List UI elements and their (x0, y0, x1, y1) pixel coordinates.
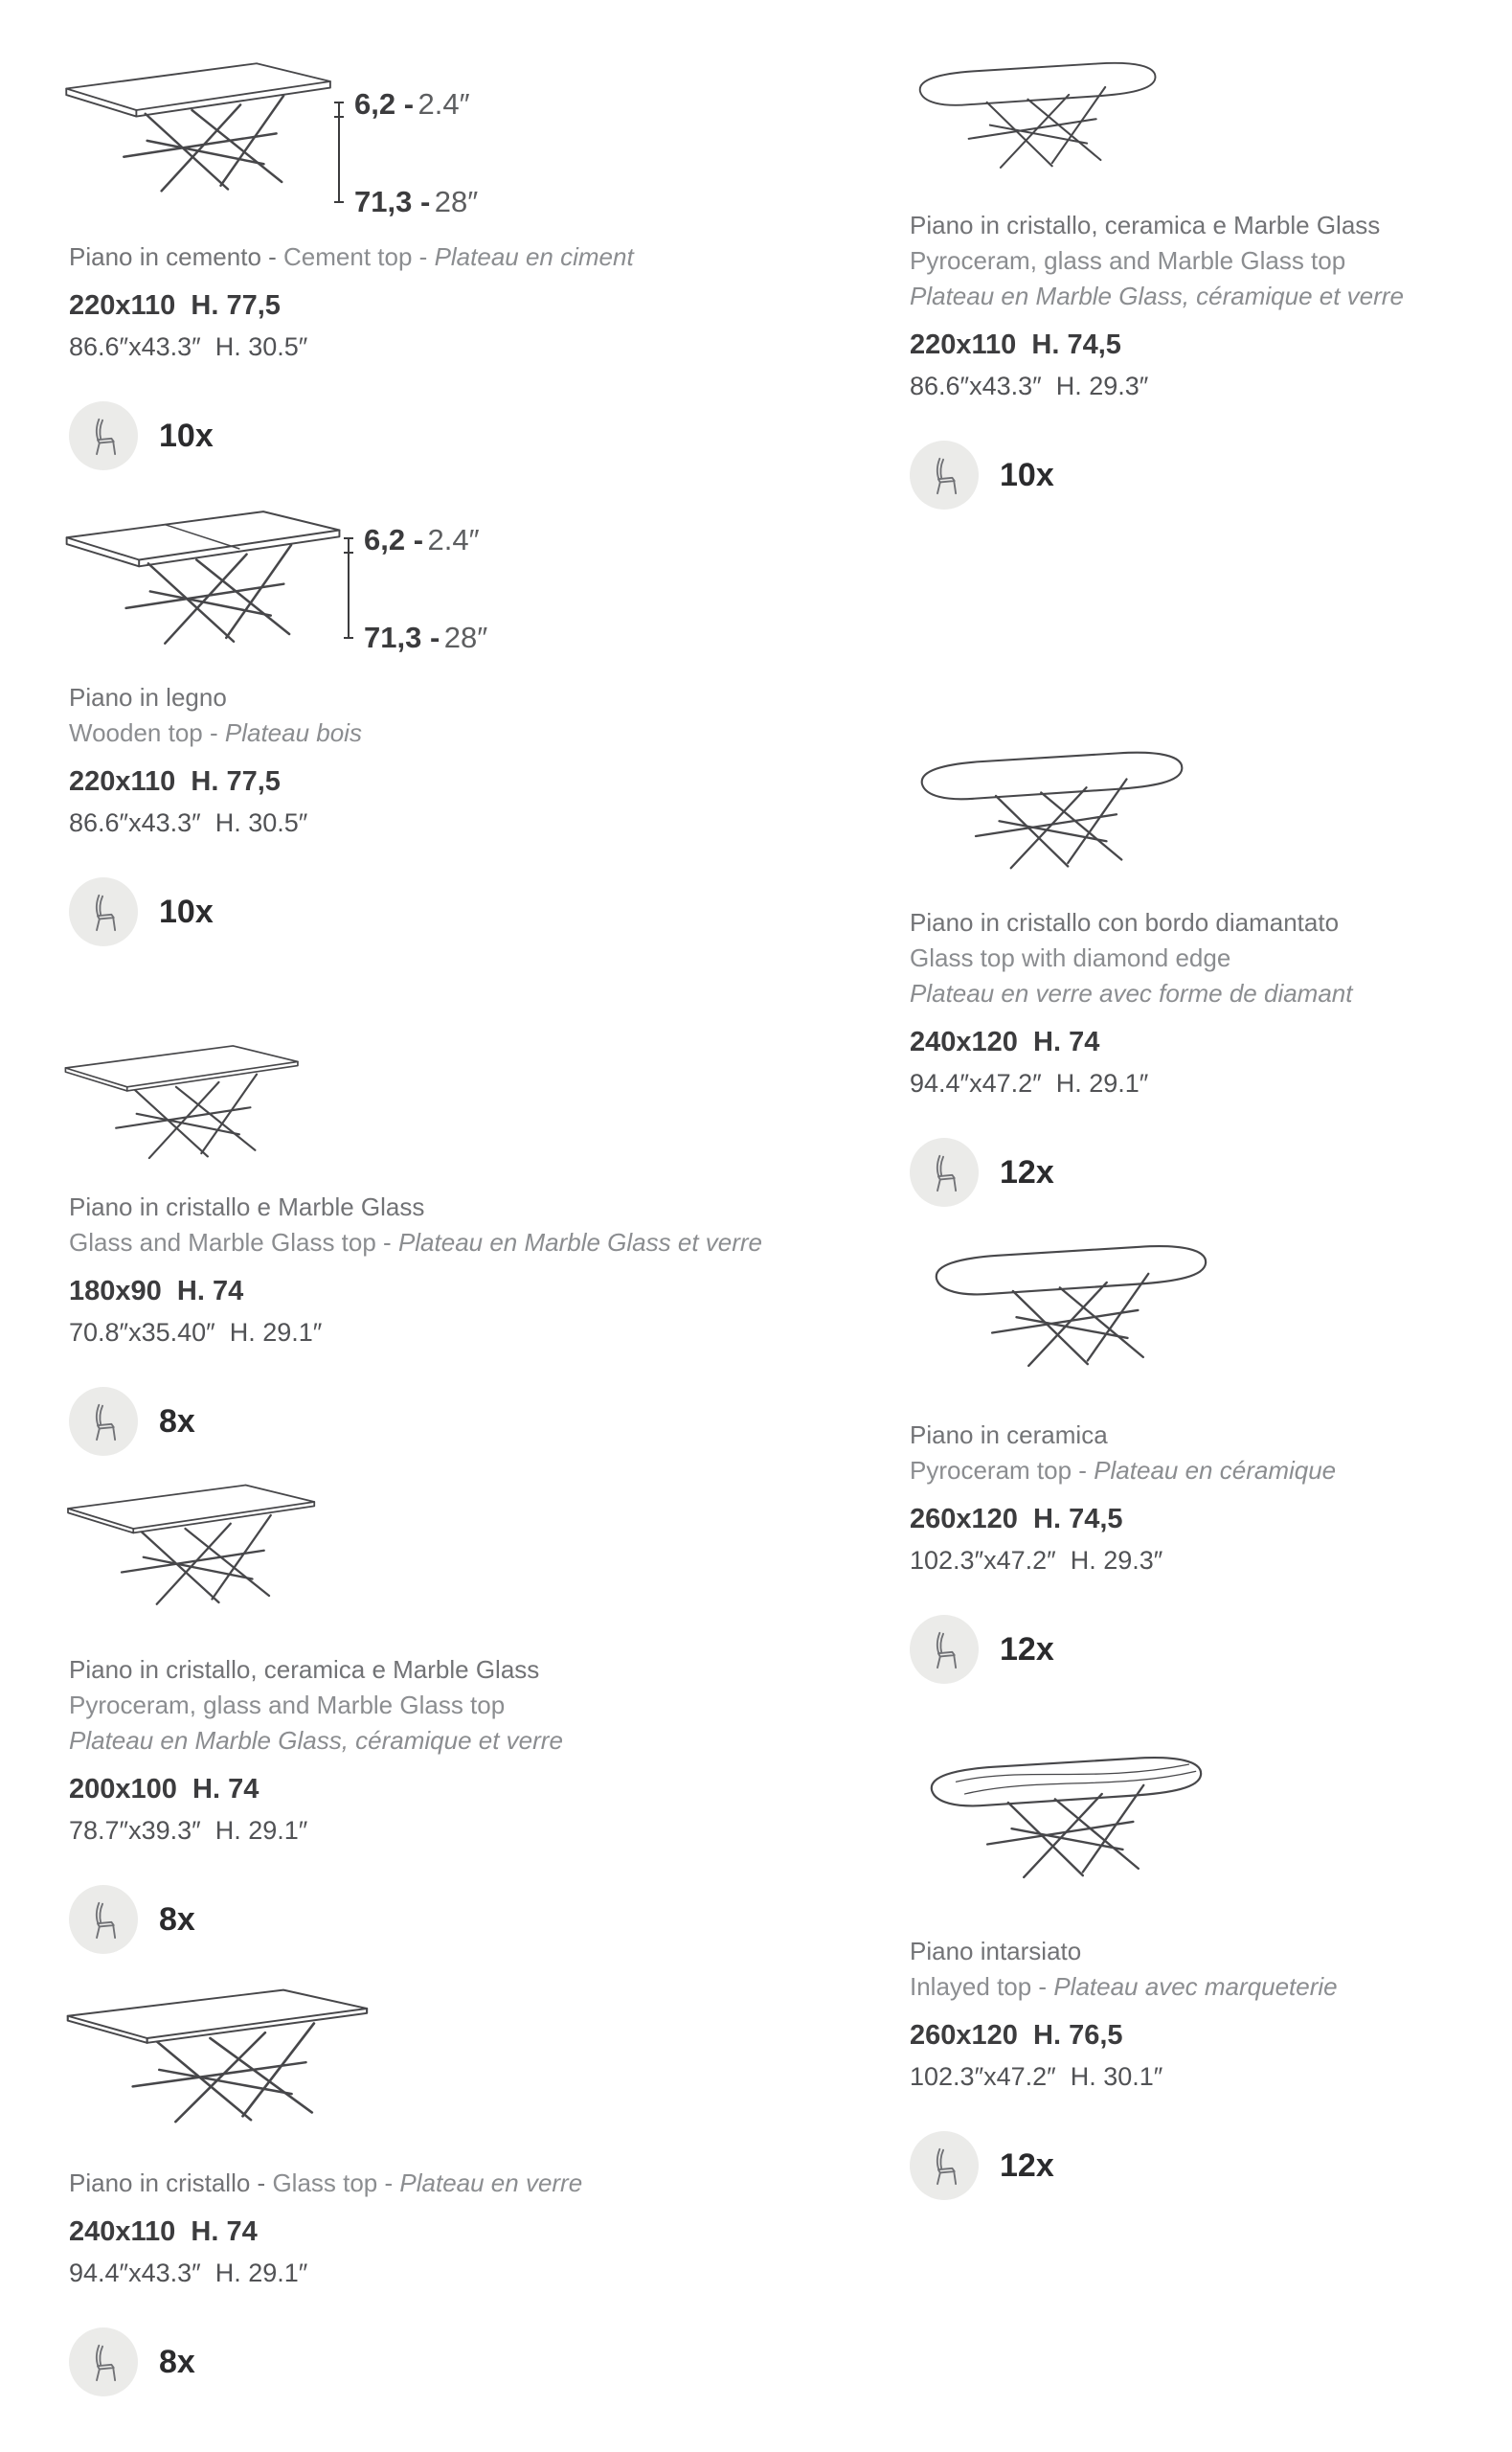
height-label (354, 185, 478, 219)
top-thickness-label (354, 87, 470, 122)
title-italian: Piano in cristallo, ceramica e Marble Glass (910, 211, 1381, 239)
title-italian: Piano in cristallo - (69, 2168, 266, 2197)
title-french: Plateau en verre (399, 2168, 583, 2197)
seating-capacity (910, 1615, 1494, 1684)
table-drawing-area (910, 50, 1494, 179)
chair-icon (910, 2131, 979, 2200)
size-metric: 260x120 H. 74,5 (910, 1504, 1123, 1534)
thickness-imperial: 2.4″ (417, 87, 470, 121)
chair-count: 8x (159, 1900, 195, 1938)
height-imperial: 28″ (434, 185, 479, 218)
title-english: Glass top - (272, 2168, 394, 2197)
chair-count: 8x (159, 2343, 195, 2380)
seating-capacity (69, 1885, 864, 1954)
height-dimension-annotation (343, 525, 630, 664)
title-italian: Piano in cemento - (69, 242, 277, 271)
title-italian: Piano in legno (69, 683, 227, 712)
inlaid-table-drawing (902, 1747, 1232, 1886)
title-french: Plateau avec marqueterie (1053, 1972, 1338, 2001)
thickness-imperial: 2.4″ (427, 523, 480, 556)
size-metric: 240x110 H. 74 (69, 2216, 258, 2247)
rectangular-table-drawing (56, 1475, 328, 1609)
chair-icon (69, 1387, 138, 1456)
seating-capacity (69, 1387, 864, 1456)
size-metric: 240x120 H. 74 (910, 1027, 1100, 1057)
size-imperial: 86.6″x43.3″ H. 29.3″ (910, 372, 1149, 400)
chair-icon (69, 1885, 138, 1954)
variant-title (910, 1418, 1494, 1488)
top-thickness-label (364, 523, 480, 557)
height-label (364, 621, 487, 655)
chair-count: 10x (159, 893, 214, 930)
title-italian: Piano in cristallo con bordo diamantato (910, 908, 1340, 937)
entry-piano-in-cemento (69, 53, 864, 470)
variant-title (910, 208, 1494, 314)
title-english: Pyroceram, glass and Marble Glass top (69, 1691, 506, 1719)
entry-piano-in-ceramica (910, 1236, 1494, 1684)
table-drawing-area (69, 1475, 864, 1609)
entry-piano-in-cristallo (69, 1979, 864, 2396)
height-imperial: 28″ (443, 621, 488, 654)
variant-title (69, 1652, 864, 1759)
chair-count: 8x (159, 1402, 195, 1440)
title-italian: Piano intarsiato (910, 1937, 1082, 1965)
title-french: Plateau en verre avec forme de diamant (910, 979, 1353, 1008)
title-english: Inlayed top - (910, 1972, 1048, 2001)
table-drawing-area (69, 1979, 864, 2127)
split-table-drawing (56, 498, 352, 651)
title-english: Glass top with diamond edge (910, 943, 1231, 972)
title-french: Plateau en Marble Glass, céramique et verre (910, 282, 1404, 310)
size-metric: 180x90 H. 74 (69, 1276, 244, 1306)
table-drawing-area (910, 1747, 1494, 1886)
entry-piano-in-cristallo-con-bordo-diamantato (910, 742, 1494, 1207)
entry-piano-intarsiato (910, 1747, 1494, 2200)
seating-capacity (910, 2131, 1494, 2200)
size-imperial: 102.3″x47.2″ H. 29.3″ (910, 1546, 1163, 1575)
title-french: Plateau en Marble Glass et verre (397, 1228, 763, 1257)
dimension-line-icon (333, 101, 345, 204)
variant-title (69, 239, 864, 275)
height-dimension-annotation (333, 89, 621, 228)
size-imperial: 86.6″x43.3″ H. 30.5″ (69, 332, 308, 361)
height-metric: 71,3 - (354, 185, 431, 218)
title-italian: Piano in cristallo e Marble Glass (69, 1192, 425, 1221)
seating-capacity (69, 2327, 864, 2396)
chair-icon (910, 1138, 979, 1207)
entry-piano-in-cristallo-ceramica-e-marble-glass (69, 1475, 864, 1954)
variant-title (69, 1190, 864, 1260)
variant-title (910, 905, 1494, 1011)
title-english: Glass and Marble Glass top - (69, 1228, 392, 1257)
oval-table-drawing (902, 1236, 1242, 1374)
size-metric: 220x110 H. 77,5 (69, 290, 281, 321)
chair-icon (69, 877, 138, 946)
title-english: Cement top - (283, 242, 428, 271)
variant-title (69, 680, 864, 751)
title-french: Plateau en ciment (434, 242, 634, 271)
table-drawing-area (910, 742, 1494, 876)
title-italian: Piano in cristallo, ceramica e Marble Glass (69, 1655, 540, 1684)
entry-piano-in-cristallo-e-marble-glass (69, 1036, 864, 1456)
variant-title (910, 1934, 1494, 2005)
table-drawing-area (69, 53, 864, 218)
seating-capacity (910, 441, 1494, 510)
size-imperial: 102.3″x47.2″ H. 30.1″ (910, 2062, 1163, 2091)
size-metric: 260x120 H. 76,5 (910, 2020, 1123, 2051)
entry-piano-cristallo-ceramica-marble-glass-ovale (910, 50, 1494, 510)
title-french: Plateau en céramique (1094, 1456, 1337, 1485)
table-drawing-area (910, 1236, 1494, 1374)
title-italian: Piano in ceramica (910, 1420, 1108, 1449)
seating-capacity (69, 877, 864, 946)
title-french: Plateau en Marble Glass, céramique et verre (69, 1726, 563, 1755)
chair-count: 10x (1000, 456, 1054, 493)
chair-icon (910, 1615, 979, 1684)
rectangular-table-drawing (56, 1036, 309, 1163)
oval-table-drawing (902, 50, 1175, 179)
title-english: Wooden top - (69, 718, 218, 747)
size-metric: 200x100 H. 74 (69, 1774, 260, 1805)
seating-capacity (910, 1138, 1494, 1207)
chair-count: 10x (159, 417, 214, 454)
thickness-metric: 6,2 - (364, 523, 424, 556)
table-drawing-area (69, 498, 864, 654)
size-imperial: 70.8″x35.40″ H. 29.1″ (69, 1318, 323, 1347)
chair-icon (910, 441, 979, 510)
chair-count: 12x (1000, 2146, 1054, 2184)
title-english: Pyroceram top - (910, 1456, 1087, 1485)
title-french: Plateau bois (224, 718, 362, 747)
entry-piano-in-legno (69, 498, 864, 946)
table-drawing-area (69, 1036, 864, 1163)
seating-capacity (69, 401, 864, 470)
dimension-line-icon (343, 536, 354, 640)
rectangular-table-drawing (56, 1979, 381, 2127)
size-imperial: 94.4″x43.3″ H. 29.1″ (69, 2259, 308, 2287)
chair-icon (69, 2327, 138, 2396)
size-metric: 220x110 H. 74,5 (910, 329, 1121, 360)
title-english: Pyroceram, glass and Marble Glass top (910, 246, 1346, 275)
size-imperial: 94.4″x47.2″ H. 29.1″ (910, 1069, 1149, 1098)
size-imperial: 86.6″x43.3″ H. 30.5″ (69, 808, 308, 837)
size-metric: 220x110 H. 77,5 (69, 766, 281, 797)
rectangular-table-drawing (56, 53, 343, 196)
thickness-metric: 6,2 - (354, 87, 415, 121)
chair-count: 12x (1000, 1153, 1054, 1191)
oval-table-drawing (902, 742, 1204, 876)
variant-title (69, 2166, 864, 2201)
size-imperial: 78.7″x39.3″ H. 29.1″ (69, 1816, 308, 1845)
chair-icon (69, 401, 138, 470)
height-metric: 71,3 - (364, 621, 440, 654)
chair-count: 12x (1000, 1630, 1054, 1668)
